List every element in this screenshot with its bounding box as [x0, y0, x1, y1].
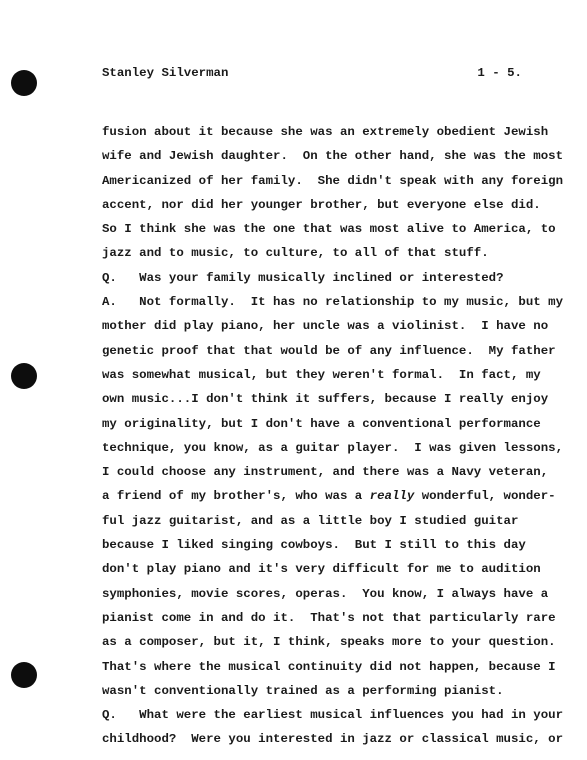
text-line: genetic proof that that would be of any influence. My father [102, 343, 556, 358]
text-line: don't play piano and it's very difficult for me to audition [102, 562, 541, 577]
text-line: pianist come in and do it. That's not that particularly rare [102, 610, 556, 625]
text-line: ful jazz guitarist, and as a little boy I studied guitar [102, 513, 519, 528]
text-line: own music...I don't think it suffers, because I really enjoy [102, 392, 549, 407]
text-line: mother did play piano, her uncle was a violinist. I have no [102, 319, 549, 334]
text-line: symphonies, movie scores, operas. You know, I always have a [102, 586, 549, 601]
text-segment: a friend of my brother's, who was a [102, 489, 370, 504]
text-line: That's where the musical continuity did not happen, because I [102, 659, 556, 674]
text-line: So I think she was the one that was most alive to America, to [102, 222, 556, 237]
question-line: Q. What were the earliest musical influences you had in your [102, 708, 564, 723]
text-line: wasn't conventionally trained as a performing pianist. [102, 683, 504, 698]
text-line: I could choose any instrument, and there was a Navy veteran, [102, 465, 549, 480]
text-line: jazz and to music, to culture, to all of that stuff. [102, 246, 489, 261]
text-line: Americanized of her family. She didn't speak with any foreign [102, 173, 564, 188]
text-line: technique, you know, as a guitar player. I was given lessons, [102, 440, 564, 455]
emphasized-word: really [369, 489, 415, 504]
text-line: wife and Jewish daughter. On the other hand, she was the most [102, 149, 564, 164]
text-line: my originality, but I don't have a conventional performance [102, 416, 541, 431]
text-line: fusion about it because she was an extremely obedient Jewish [102, 125, 549, 139]
page-header [102, 66, 522, 84]
interviewee-name: Stanley Silverman [102, 66, 229, 80]
text-line: childhood? Were you interested in jazz or classical music, or [102, 732, 564, 747]
binder-hole [11, 662, 37, 688]
binder-hole [11, 70, 37, 96]
question-line: Q. Was your family musically inclined or interested? [102, 270, 504, 285]
text-segment: wonderful, wonder- [414, 489, 556, 504]
text-line: was somewhat musical, but they weren't formal. In fact, my [102, 367, 541, 382]
text-line: as a composer, but it, I think, speaks more to your question. [102, 635, 556, 650]
text-line: accent, nor did her younger brother, but everyone else did. [102, 197, 541, 212]
text-line: because I liked singing cowboys. But I still to this day [102, 538, 526, 553]
answer-line: A. Not formally. It has no relationship to my music, but my [102, 295, 564, 310]
transcript-body [102, 120, 564, 752]
page-number: 1 - 5. [477, 66, 522, 80]
binder-hole [11, 363, 37, 389]
text-line-emphasis [102, 484, 556, 508]
